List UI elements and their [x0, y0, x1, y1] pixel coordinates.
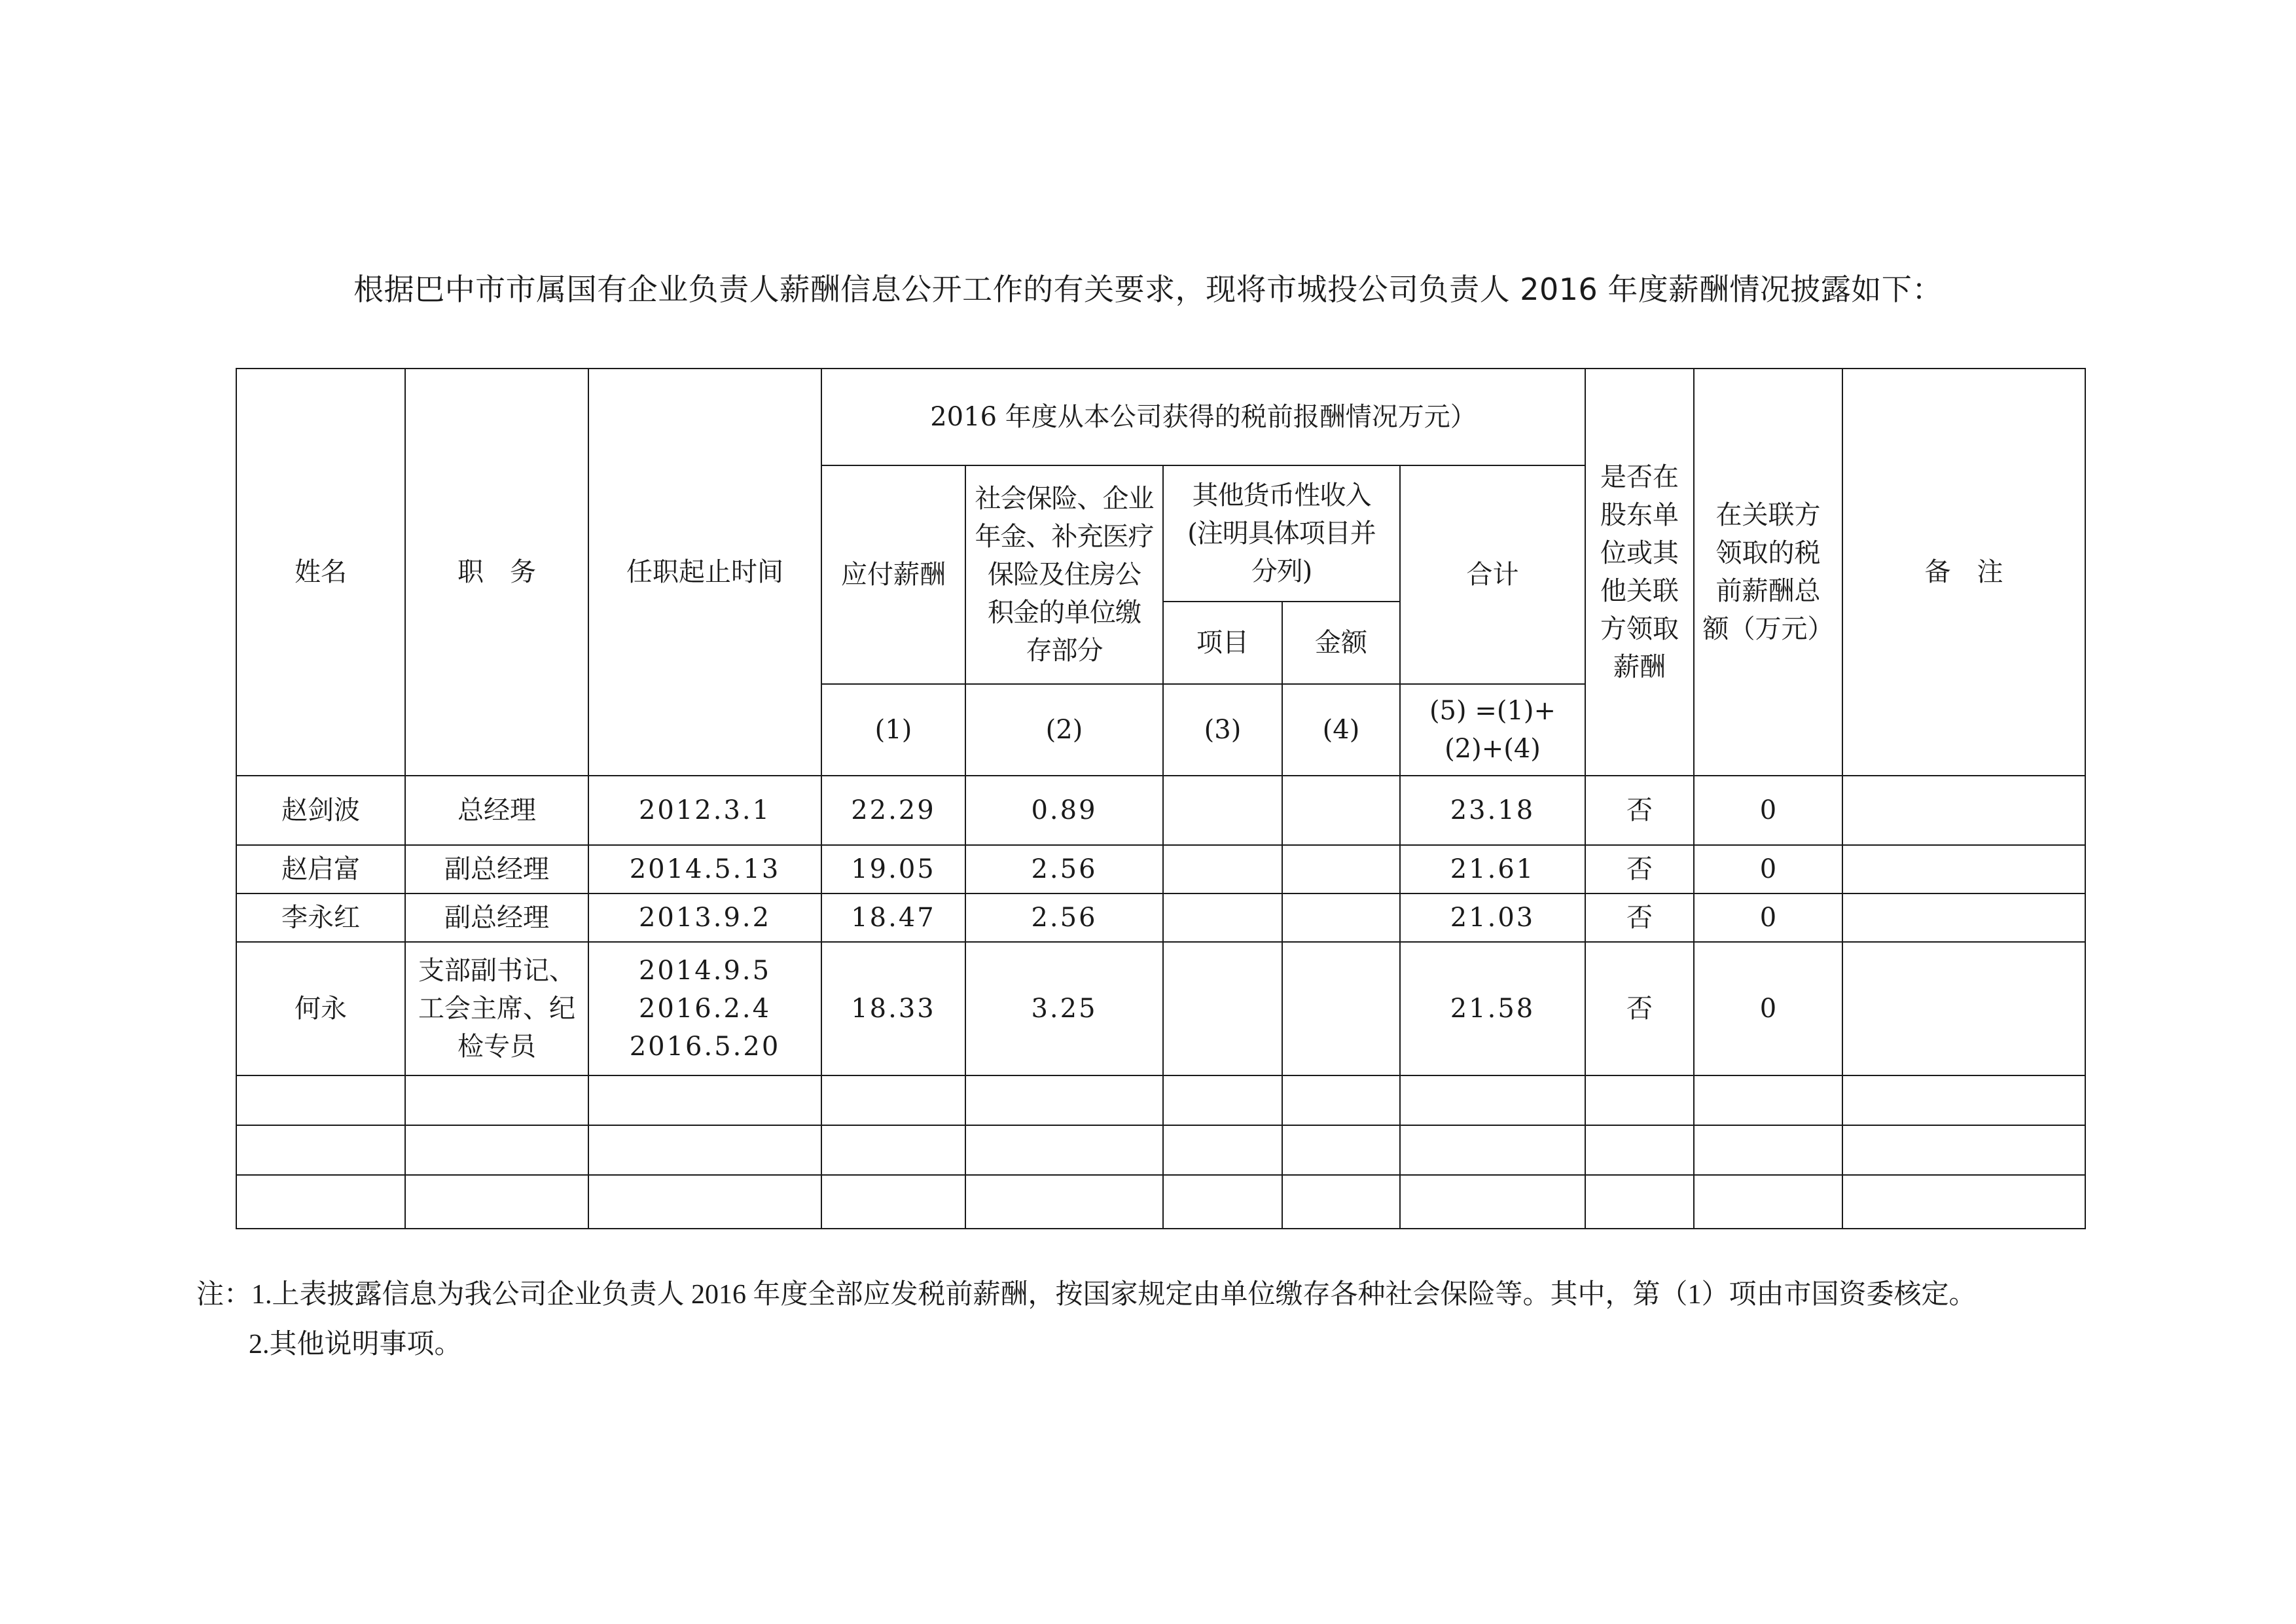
table-row	[236, 1075, 2085, 1125]
cell-item	[1163, 1075, 1282, 1125]
cell-insurance: 2.56	[965, 845, 1163, 893]
header-idx-3: (3)	[1163, 684, 1282, 776]
cell-term	[588, 893, 821, 942]
table-row	[236, 776, 2085, 845]
cell-position	[405, 776, 588, 845]
cell-related	[1694, 1175, 1842, 1229]
cell-line: 他关联	[1600, 576, 1679, 606]
cell-total: 23.18	[1400, 776, 1585, 845]
cell-term	[588, 776, 821, 845]
cell-amount	[1282, 893, 1400, 942]
cell-line: (注明具体项目并	[1187, 518, 1376, 549]
cell-item	[1163, 1175, 1282, 1229]
cell-salary	[821, 1175, 965, 1229]
cell-name	[236, 1125, 405, 1175]
cell-term	[588, 1125, 821, 1175]
cell-name	[236, 1175, 405, 1229]
cell-remarks	[1842, 1175, 2085, 1229]
footnote-1: 注：1.上表披露信息为我公司企业负责人 2016 年度全部应发税前薪酬，按国家规定由单位缴存各种社会保险等。其中，第（1）项由市国资委核定。	[196, 1280, 1977, 1310]
cell-total	[1400, 1175, 1585, 1229]
cell-line: 2014.9.5	[638, 956, 772, 986]
cell-line: 位或其	[1600, 538, 1679, 568]
header-shareholder	[1585, 369, 1694, 776]
header-group: 2016 年度从本公司获得的税前报酬情况万元）	[821, 369, 1585, 465]
cell-total: 21.58	[1400, 942, 1585, 1075]
cell-position	[405, 893, 588, 942]
cell-insurance: 3.25	[965, 942, 1163, 1075]
cell-total: 21.61	[1400, 845, 1585, 893]
table-row	[236, 1125, 2085, 1175]
cell-insurance: 0.89	[965, 776, 1163, 845]
cell-name: 赵剑波	[236, 776, 405, 845]
cell-line: 支部副书记、	[418, 956, 575, 986]
cell-line: 2014.5.13	[629, 854, 781, 884]
cell-total	[1400, 1075, 1585, 1125]
cell-item	[1163, 942, 1282, 1075]
header-idx-5	[1400, 684, 1585, 776]
header-amount: 金额	[1282, 602, 1400, 684]
cell-related: 0	[1694, 776, 1842, 845]
cell-total	[1400, 1125, 1585, 1175]
cell-name: 赵启富	[236, 845, 405, 893]
cell-line: 2012.3.1	[638, 795, 772, 825]
cell-shareholder	[1585, 1075, 1694, 1125]
cell-amount	[1282, 942, 1400, 1075]
cell-insurance	[965, 1125, 1163, 1175]
cell-line: (5) =(1)+	[1429, 696, 1556, 726]
cell-line: 在关联方	[1715, 500, 1821, 530]
header-term: 任职起止时间	[588, 369, 821, 776]
cell-position	[405, 942, 588, 1075]
cell-salary: 18.33	[821, 942, 965, 1075]
cell-line: 2016.2.4	[638, 994, 772, 1024]
cell-line: 2013.9.2	[638, 903, 772, 933]
cell-shareholder: 否	[1585, 776, 1694, 845]
cell-line: (2)+(4)	[1444, 734, 1541, 764]
cell-term	[588, 845, 821, 893]
cell-shareholder	[1585, 1125, 1694, 1175]
header-salary: 应付薪酬	[821, 465, 965, 684]
cell-amount	[1282, 1075, 1400, 1125]
cell-shareholder	[1585, 1175, 1694, 1229]
cell-name: 李永红	[236, 893, 405, 942]
cell-line: 领取的税	[1715, 538, 1821, 568]
cell-line: 分列)	[1251, 556, 1312, 586]
cell-line: 薪酬	[1613, 652, 1666, 682]
cell-amount	[1282, 776, 1400, 845]
footnotes	[196, 1270, 1977, 1369]
cell-term	[588, 1075, 821, 1125]
cell-insurance	[965, 1075, 1163, 1125]
table-row	[236, 893, 2085, 942]
cell-name	[236, 1075, 405, 1125]
cell-remarks	[1842, 845, 2085, 893]
cell-related: 0	[1694, 942, 1842, 1075]
cell-line: 存部分	[1026, 636, 1103, 666]
cell-remarks	[1842, 1075, 2085, 1125]
header-idx-4: (4)	[1282, 684, 1400, 776]
cell-remarks	[1842, 776, 2085, 845]
cell-line: 检专员	[457, 1032, 536, 1062]
cell-position	[405, 1075, 588, 1125]
cell-salary: 19.05	[821, 845, 965, 893]
cell-total: 21.03	[1400, 893, 1585, 942]
cell-remarks	[1842, 1125, 2085, 1175]
cell-line: 股东单	[1600, 500, 1679, 530]
cell-related	[1694, 1125, 1842, 1175]
cell-insurance: 2.56	[965, 893, 1163, 942]
cell-item	[1163, 893, 1282, 942]
cell-line: 工会主席、纪	[418, 994, 575, 1024]
cell-salary	[821, 1075, 965, 1125]
cell-position	[405, 1125, 588, 1175]
cell-line: 副总经理	[444, 903, 549, 933]
cell-line: 积金的单位缴	[988, 598, 1141, 628]
cell-name: 何永	[236, 942, 405, 1075]
cell-line: 额（万元）	[1702, 614, 1834, 644]
header-item: 项目	[1163, 602, 1282, 684]
cell-term	[588, 942, 821, 1075]
cell-salary	[821, 1125, 965, 1175]
cell-line: 2016.5.20	[629, 1032, 781, 1062]
cell-remarks	[1842, 893, 2085, 942]
cell-term	[588, 1175, 821, 1229]
cell-related: 0	[1694, 893, 1842, 942]
table-row	[236, 845, 2085, 893]
salary-table	[236, 368, 2086, 1229]
header-total: 合计	[1400, 465, 1585, 684]
cell-line: 副总经理	[444, 854, 549, 884]
cell-shareholder: 否	[1585, 893, 1694, 942]
header-related	[1694, 369, 1842, 776]
cell-item	[1163, 845, 1282, 893]
header-other-income	[1163, 465, 1400, 602]
cell-line: 方领取	[1600, 614, 1679, 644]
cell-amount	[1282, 1175, 1400, 1229]
cell-related: 0	[1694, 845, 1842, 893]
header-remarks: 备 注	[1842, 369, 2085, 776]
cell-line: 前薪酬总	[1715, 576, 1821, 606]
cell-shareholder: 否	[1585, 942, 1694, 1075]
cell-remarks	[1842, 942, 2085, 1075]
cell-line: 其他货币性收入	[1192, 480, 1371, 511]
cell-line: 年金、补充医疗	[975, 522, 1154, 552]
header-idx-1: (1)	[821, 684, 965, 776]
cell-item	[1163, 1125, 1282, 1175]
cell-line: 是否在	[1600, 462, 1679, 492]
cell-related	[1694, 1075, 1842, 1125]
cell-line: 总经理	[457, 795, 536, 825]
header-insurance	[965, 465, 1163, 684]
cell-insurance	[965, 1175, 1163, 1229]
cell-position	[405, 845, 588, 893]
header-row-1	[236, 369, 2085, 465]
table-row	[236, 942, 2085, 1075]
cell-line: 社会保险、企业	[975, 484, 1154, 514]
header-position: 职 务	[405, 369, 588, 776]
cell-line: 保险及住房公	[988, 560, 1141, 590]
cell-amount	[1282, 1125, 1400, 1175]
cell-position	[405, 1175, 588, 1229]
cell-salary: 18.47	[821, 893, 965, 942]
cell-amount	[1282, 845, 1400, 893]
footnote-2: 2.其他说明事项。	[249, 1329, 462, 1360]
cell-shareholder: 否	[1585, 845, 1694, 893]
header-idx-2: (2)	[965, 684, 1163, 776]
cell-salary: 22.29	[821, 776, 965, 845]
header-name: 姓名	[236, 369, 405, 776]
cell-item	[1163, 776, 1282, 845]
intro-text: 根据巴中市市属国有企业负责人薪酬信息公开工作的有关要求，现将市城投公司负责人 2016 年度薪酬情况披露如下：	[353, 272, 1943, 307]
table-row	[236, 1175, 2085, 1229]
